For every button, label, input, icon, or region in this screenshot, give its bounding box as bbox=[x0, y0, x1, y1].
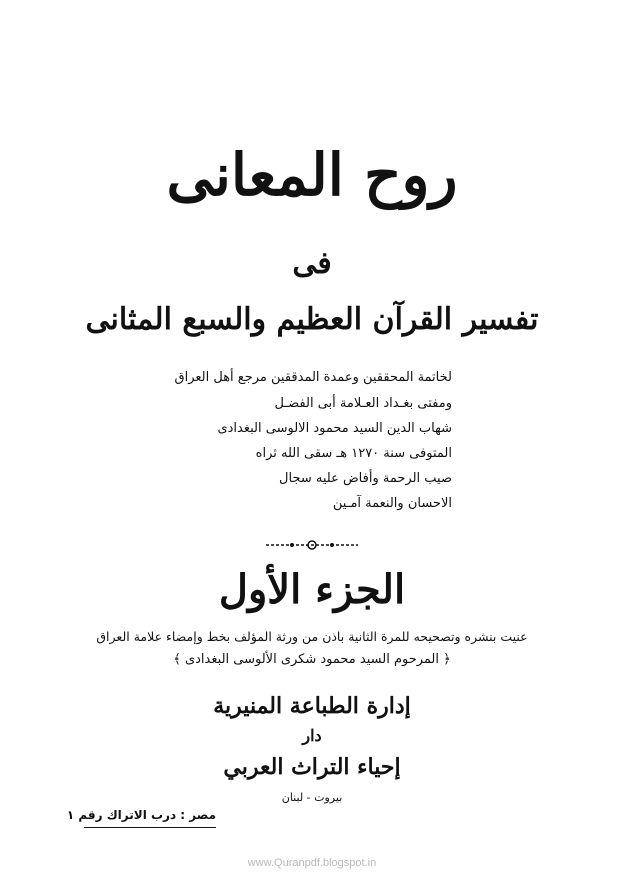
publisher-second: إحياء التراث العربي bbox=[223, 754, 401, 780]
book-subtitle: تفسير القرآن العظيم والسبع المثانى bbox=[85, 302, 539, 337]
publisher-connector: دار bbox=[302, 726, 322, 745]
book-title: روح المعانى bbox=[166, 141, 458, 209]
publisher-name: إدارة الطباعة المنيرية bbox=[213, 693, 411, 719]
footer-rule bbox=[84, 827, 216, 828]
author-line-1: لخاتمة المحققين وعمدة المدققين مرجع أهل العراق bbox=[174, 370, 452, 385]
author-line-6: الاحسان والنعمة آمـين bbox=[332, 496, 452, 511]
publisher-city: بيروت - لبنان bbox=[281, 791, 343, 804]
author-line-3: شهاب الدين السيد محمود الالوسى البغدادى bbox=[217, 421, 452, 436]
ornament-divider bbox=[262, 538, 362, 552]
edition-note-name: ﴿ المرحوم السيد محمود شكرى الألوسى البغدادى ﴾ bbox=[173, 652, 451, 667]
volume-label: الجزء الأول bbox=[218, 566, 406, 613]
title-connector: فى bbox=[292, 246, 332, 281]
author-line-4: المتوفى سنة ١٢٧٠ هـ سقى الله ثراه bbox=[255, 446, 452, 461]
footer-address: مصر : درب الاتراك رقم ١ bbox=[66, 808, 216, 822]
watermark-url: www.Quranpdf.blogspot.in bbox=[247, 857, 377, 869]
author-line-2: ومفتى بغـداد العـلامة أبى الفضـل bbox=[274, 396, 452, 411]
author-line-5: صيب الرحمة وأفاض عليه سجال bbox=[279, 471, 452, 486]
edition-note: عنيت بنشره وتصحيحه للمرة الثانية باذن من ورثة المؤلف بخط وإمضاء علامة العراق bbox=[96, 629, 528, 644]
